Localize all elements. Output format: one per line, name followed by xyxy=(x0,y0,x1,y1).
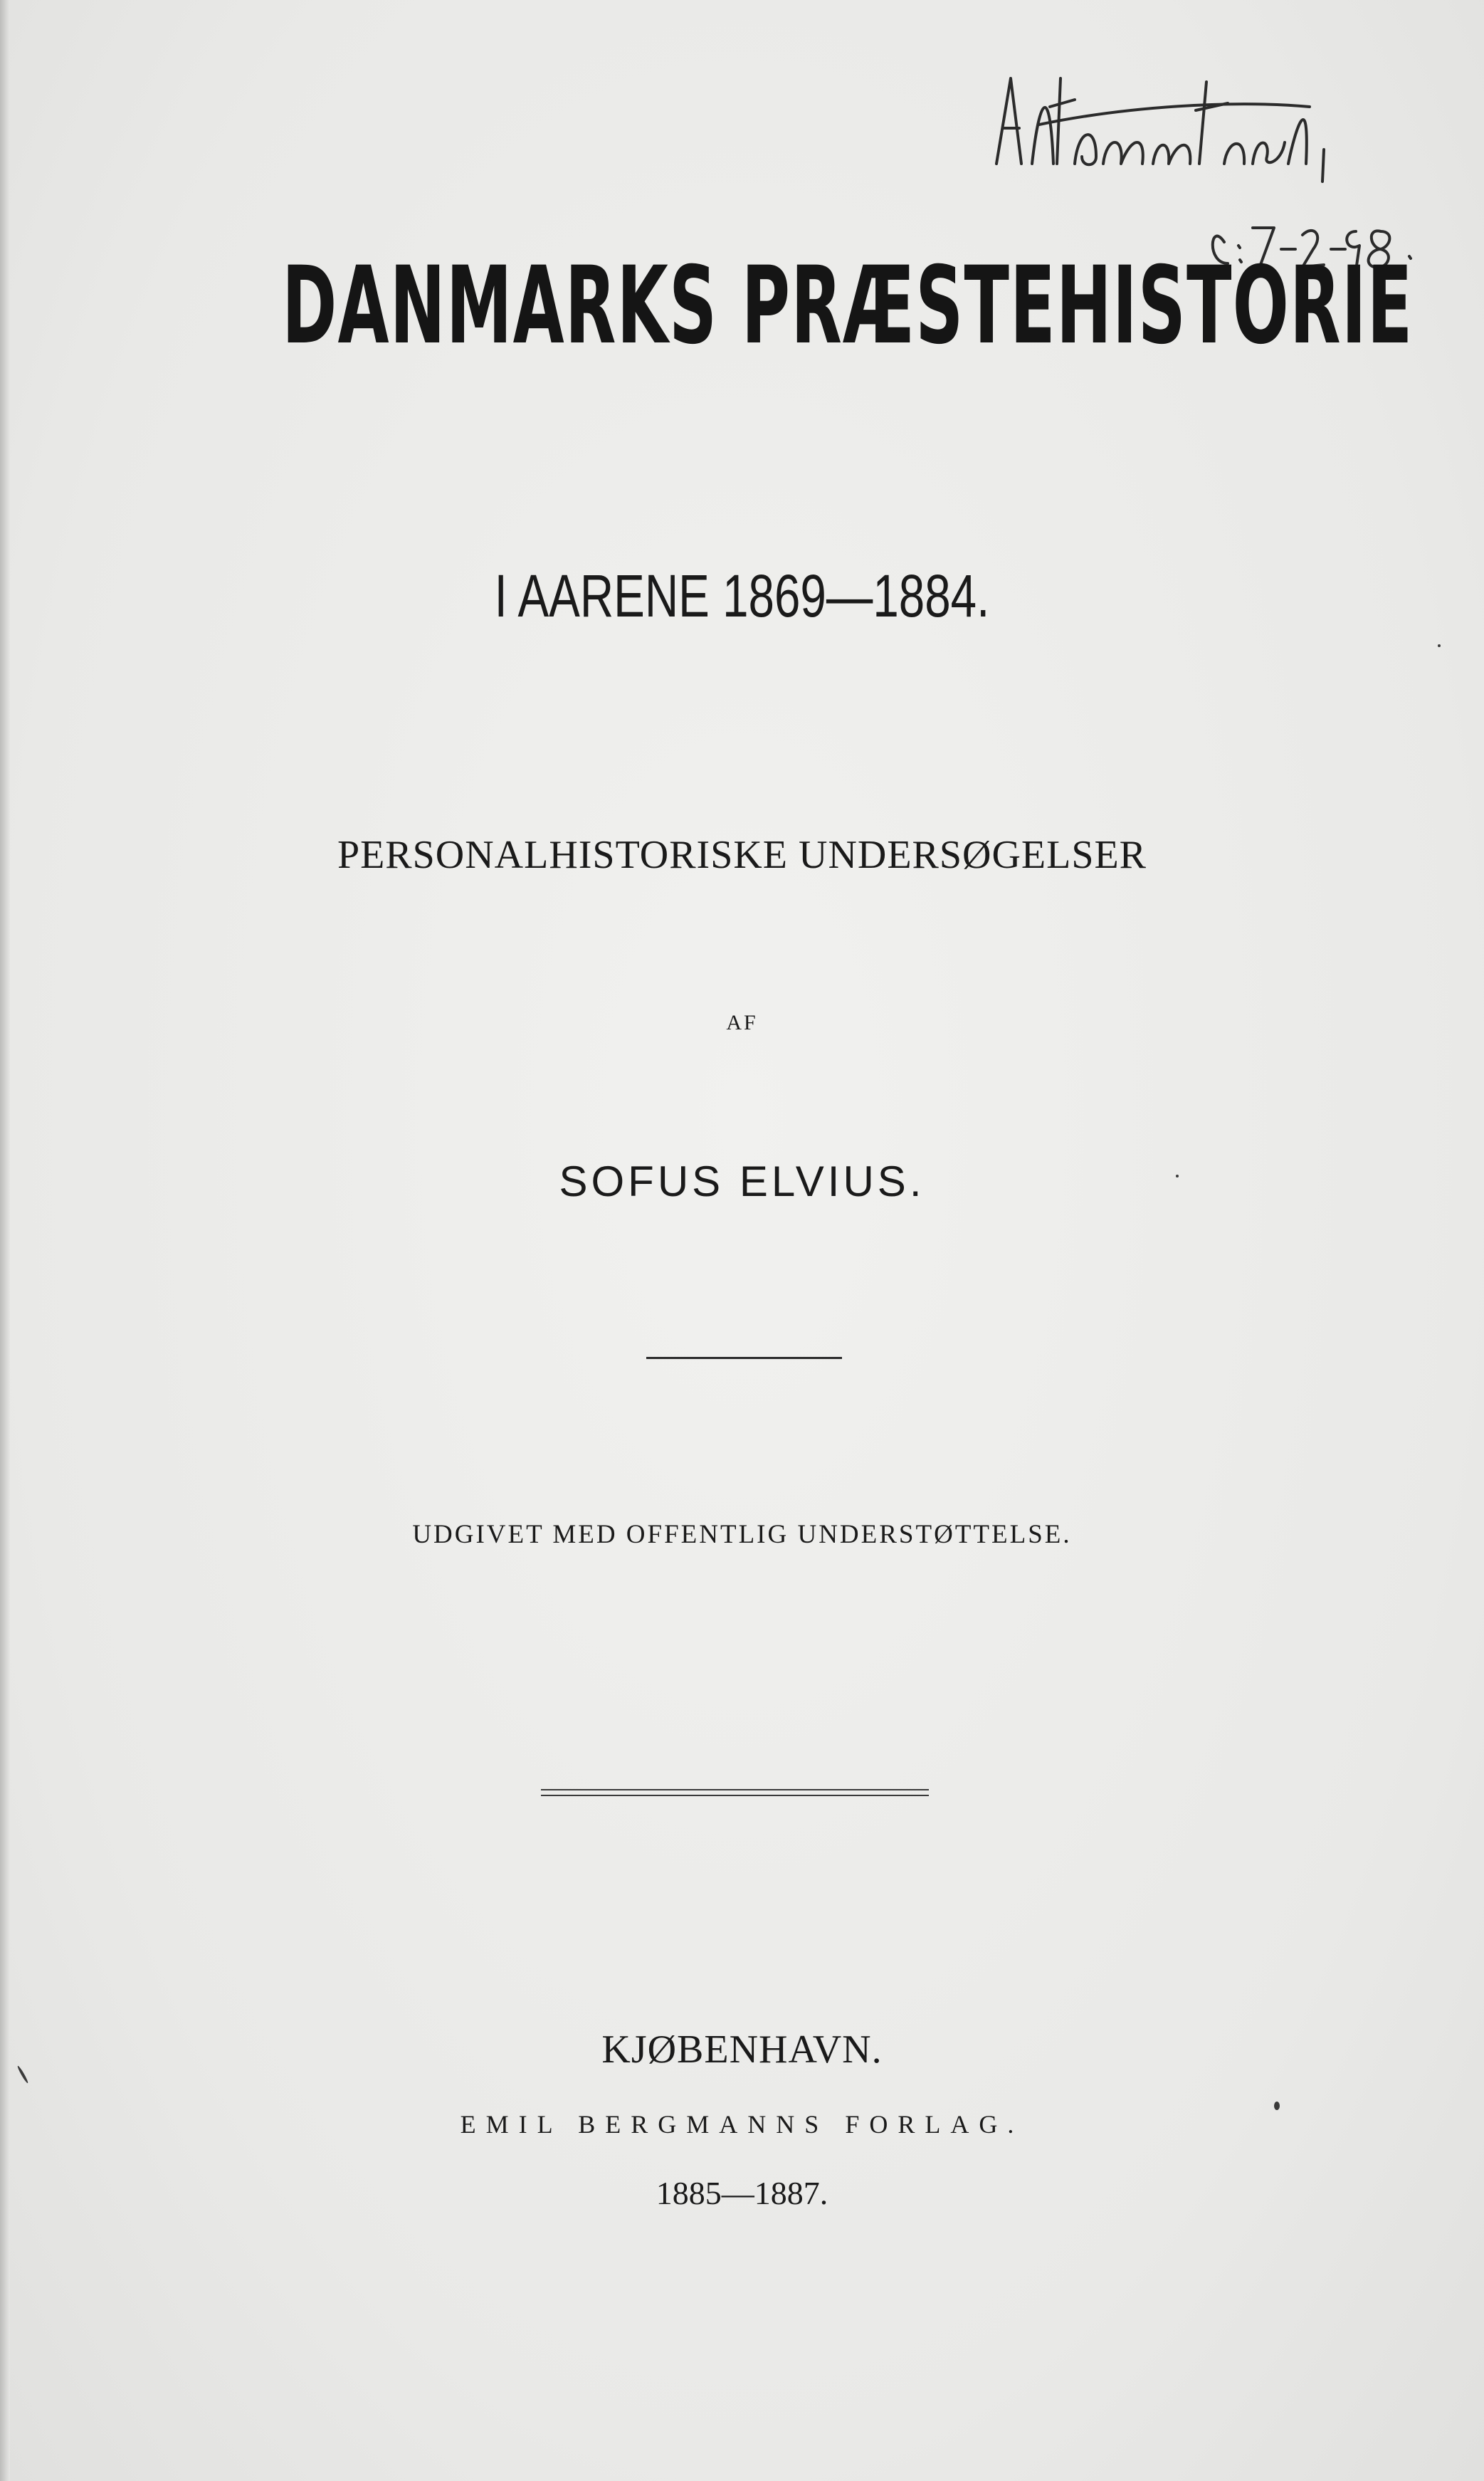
author-name: SOFUS ELVIUS. xyxy=(559,1158,925,1205)
by-line: AF xyxy=(726,1011,758,1034)
divider-rule xyxy=(646,1357,842,1359)
book-title: DANMARKS PRÆSTEHISTORIE xyxy=(282,244,1414,368)
imprint-city: KJØBENHAVN. xyxy=(601,2028,883,2072)
imprint-publisher: EMIL BERGMANNS FORLAG. xyxy=(460,2110,1024,2139)
support-note: UDGIVET MED OFFENTLIG UNDERSTØTTELSE. xyxy=(412,1520,1072,1549)
scan-speck xyxy=(1176,1175,1179,1177)
scan-speck xyxy=(1438,644,1441,647)
scan-speck xyxy=(1274,2102,1280,2110)
imprint-years: 1885—1887. xyxy=(656,2175,828,2211)
page-edge-shadow xyxy=(0,0,10,2481)
years-line: I AARENE 1869—1884. xyxy=(494,562,990,629)
double-divider-rule xyxy=(541,1789,929,1796)
subtitle: PERSONALHISTORISKE UNDERSØGELSER xyxy=(337,833,1147,877)
